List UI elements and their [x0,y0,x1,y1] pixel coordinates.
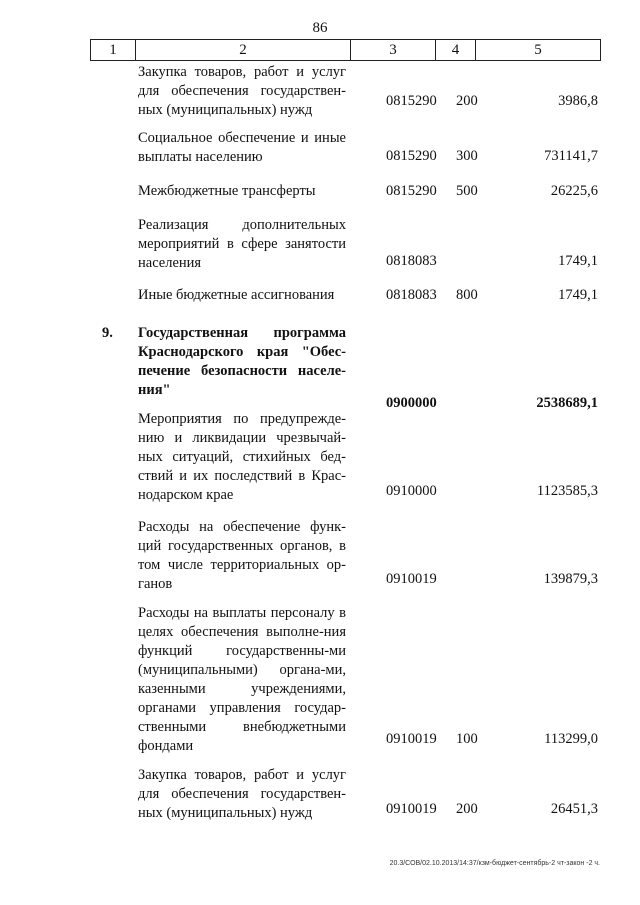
row-type: 800 [456,287,478,303]
header-col-3: 3 [351,40,436,60]
header-col-2: 2 [136,40,351,60]
row-description: Иные бюджетные ассигнования [138,287,335,303]
row-amount: 113299,0 [544,731,598,747]
row-type: 100 [456,731,478,747]
row-code: 0910019 [386,731,437,747]
row-code: 0910019 [386,571,437,587]
row-type: 300 [456,148,478,164]
row-code: 0910019 [386,801,437,817]
header-col-1: 1 [91,40,136,60]
row-type: 200 [456,801,478,817]
header-col-4: 4 [436,40,476,60]
row-amount: 1749,1 [558,287,598,303]
row-code: 0815290 [386,93,437,109]
row-amount: 26225,6 [550,183,598,199]
row-type: 500 [456,183,478,199]
row-amount: 1749,1 [558,253,598,269]
row-description: Расходы на выплаты персоналу в целях обеспечения выполне-ния функций государственны-ми (муниципальными) органа-ми, казенными учреждениями, органами управления государ-ственными внебюджетными фондами [138,605,346,754]
row-amount: 1123585,3 [536,483,598,499]
row-amount: 26451,3 [550,801,598,817]
row-amount: 139879,3 [543,571,598,587]
row-description: Государственная программа Краснодарского края "Обес-печение безопасности населе-ния" [138,325,346,398]
row-description: Закупка товаров, работ и услуг для обеспечения государствен-ных (муниципальных) нужд [138,64,346,118]
row-description: Расходы на обеспечение функ-ций государственных органов, в том числе территориальных ор-ганов [138,519,346,592]
row-amount: 731141,7 [544,148,598,164]
row-amount: 2538689,1 [536,395,598,411]
row-type: 200 [456,93,478,109]
row-description: Межбюджетные трансферты [138,183,316,199]
row-code: 0815290 [386,183,437,199]
table-header [90,39,601,61]
row-code: 0910000 [386,483,437,499]
row-code: 0815290 [386,148,437,164]
row-description: Мероприятия по предупрежде-нию и ликвидации чрезвычай-ных ситуаций, стихийных бед-ствий и их последствий в Крас-нодарском крае [138,411,346,503]
row-description: Социальное обеспечение и иные выплаты населению [138,130,346,165]
row-amount: 3986,8 [558,93,598,109]
row-code: 0900000 [386,395,437,411]
document-footer: 20.3/СОВ/02.10.2013/14:37/кзм-бюджет-сентябрь-2 чт-закон -2 ч. [389,860,600,867]
row-description: Закупка товаров, работ и услуг для обеспечения государствен-ных (муниципальных) нужд [138,767,346,821]
header-col-5: 5 [476,40,601,60]
row-description: Реализация дополнительных мероприятий в сфере занятости населения [138,217,346,271]
page-number: 86 [312,20,328,36]
row-code: 0818083 [386,287,437,303]
row-code: 0818083 [386,253,437,269]
row-number: 9. [102,325,113,341]
